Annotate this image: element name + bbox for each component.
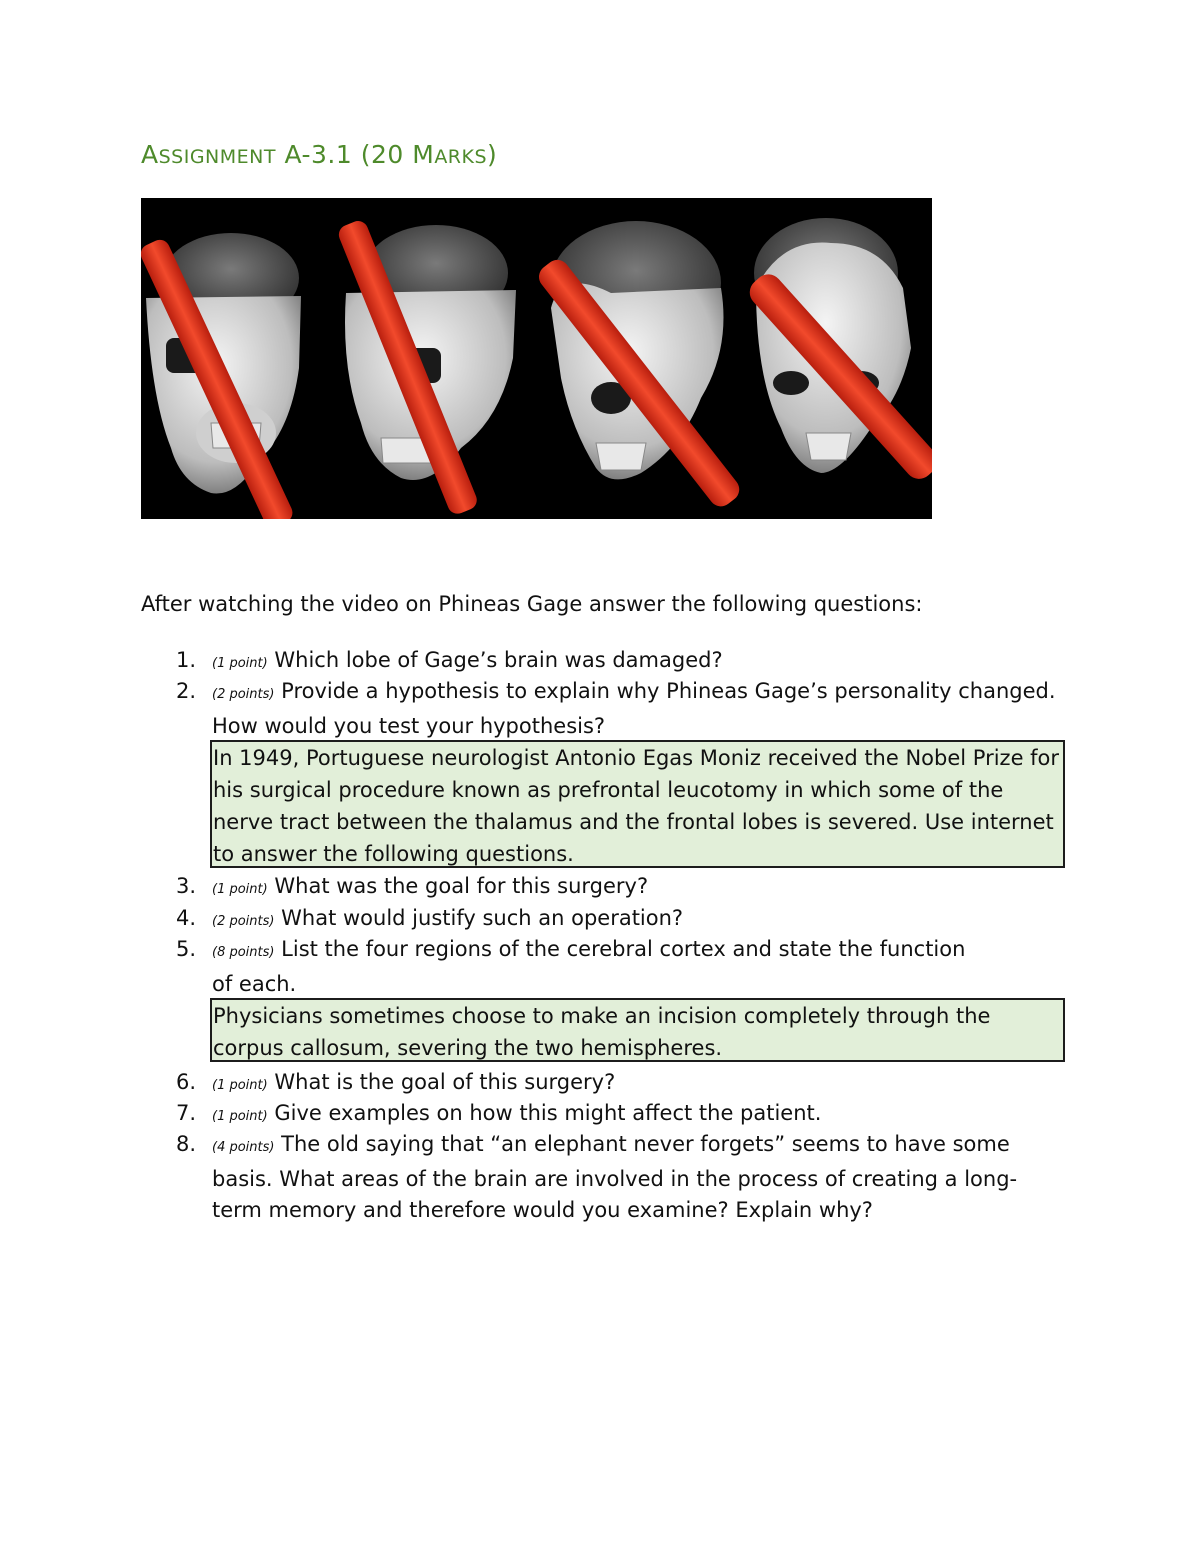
question-points: (1 point)	[212, 656, 268, 671]
question-points: (2 points)	[212, 914, 275, 929]
info-box-corpus-callosum: Physicians sometimes choose to make an incision completely through the corpus callosum, severing the two hemispheres.	[210, 998, 1065, 1062]
question-number: 4.	[176, 906, 197, 930]
title-smallcaps-arks: ARKS	[434, 146, 488, 168]
question-body: Give examples on how this might affect the patient.	[267, 1101, 822, 1125]
question-points: (8 points)	[212, 945, 275, 960]
question-points: (1 point)	[212, 1109, 268, 1124]
question-2	[176, 676, 1066, 742]
question-text	[212, 676, 1066, 742]
question-points: (4 points)	[212, 1140, 275, 1155]
question-text	[212, 871, 1066, 906]
question-text	[212, 903, 1066, 938]
phineas-gage-skull-image	[141, 198, 932, 519]
question-text	[212, 1098, 1066, 1133]
question-7	[176, 1098, 1066, 1133]
intro-text: After watching the video on Phineas Gage answer the following questions:	[141, 592, 923, 616]
question-text	[212, 1067, 1066, 1102]
question-number: 1.	[176, 648, 197, 672]
question-number: 6.	[176, 1070, 197, 1094]
question-3	[176, 871, 1066, 906]
question-body: What was the goal for this surgery?	[267, 874, 649, 898]
question-points: (1 point)	[212, 882, 268, 897]
question-4	[176, 903, 1066, 938]
title-initial-a: A	[141, 140, 159, 169]
question-5	[176, 934, 1066, 1000]
question-body: Which lobe of Gage’s brain was damaged?	[267, 648, 723, 672]
question-body: The old saying that “an elephant never forgets” seems to have some basis. What areas of the brain are involved in the process of creating a long-term memory and therefore would you examine? Explain why?	[212, 1132, 1018, 1222]
question-6	[176, 1067, 1066, 1102]
question-text	[212, 645, 1066, 680]
question-body: What would justify such an operation?	[274, 906, 684, 930]
question-text	[212, 934, 982, 1000]
question-points: (1 point)	[212, 1078, 268, 1093]
skull-rod-illustration	[141, 198, 932, 519]
question-number: 2.	[176, 679, 197, 703]
question-text	[212, 1129, 1032, 1227]
title-smallcaps-ssignment: SSIGNMENT	[158, 146, 276, 168]
info-box-leucotomy: In 1949, Portuguese neurologist Antonio Egas Moniz received the Nobel Prize for his surgical procedure known as prefrontal leucotomy in which some of the nerve tract between the thalamus and the frontal lobes is severed. Use internet to answer the following questions.	[210, 740, 1065, 868]
question-1	[176, 645, 1066, 680]
question-body: List the four regions of the cerebral cortex and state the function of each.	[212, 937, 966, 996]
title-close: )	[487, 140, 498, 169]
assignment-title	[141, 140, 497, 169]
question-body: Provide a hypothesis to explain why Phineas Gage’s personality changed. How would you test your hypothesis?	[212, 679, 1056, 738]
question-points: (2 points)	[212, 687, 275, 702]
question-number: 3.	[176, 874, 197, 898]
question-number: 5.	[176, 937, 197, 961]
question-number: 8.	[176, 1132, 197, 1156]
question-body: What is the goal of this surgery?	[267, 1070, 616, 1094]
question-8	[176, 1129, 1066, 1227]
question-number: 7.	[176, 1101, 197, 1125]
title-code: A-3.1 (20 M	[276, 140, 435, 169]
